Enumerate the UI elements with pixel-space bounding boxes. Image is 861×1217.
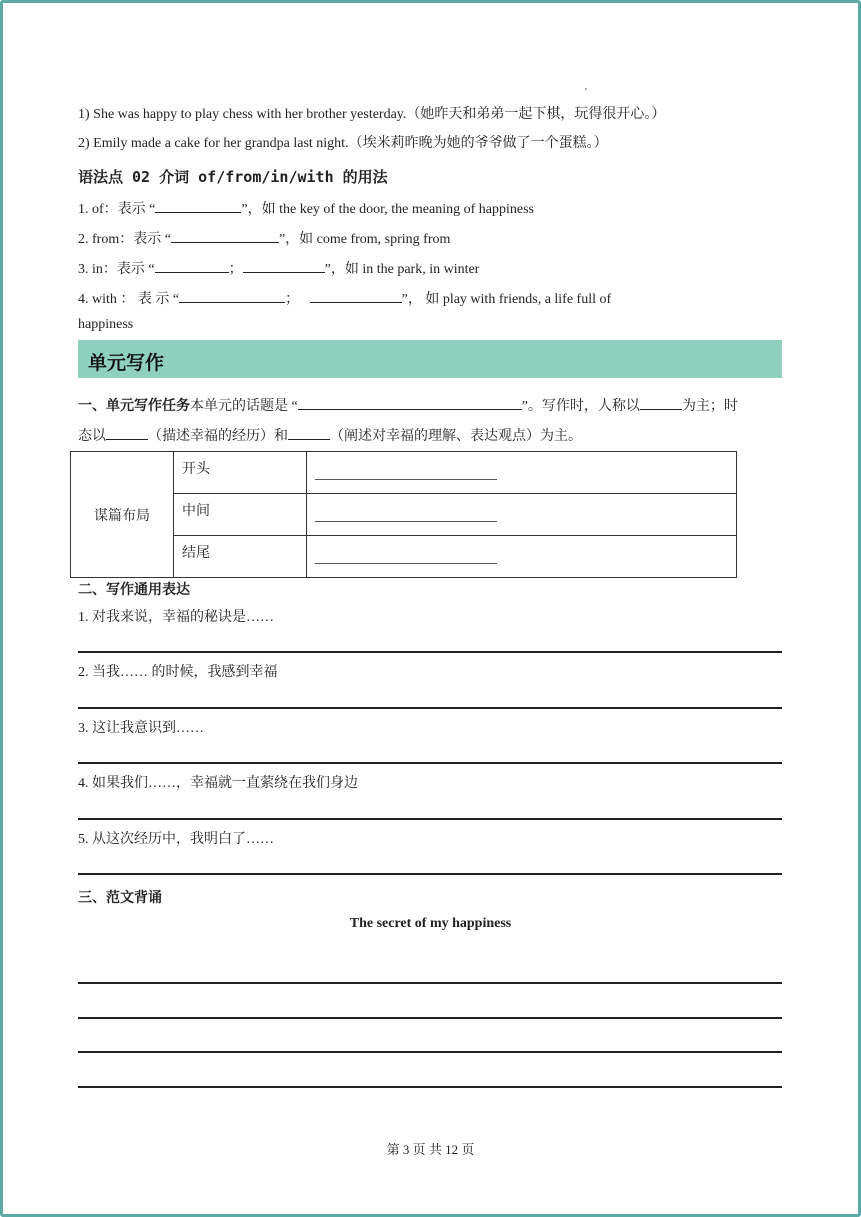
page-footer: 第 3 页 共 12 页 bbox=[386, 1142, 475, 1157]
grammar-item-4-prefix: 4. with ： 表 示 “ bbox=[78, 292, 180, 307]
model-essay-title: 三、范文背诵 bbox=[78, 890, 162, 906]
writing-task-label: 一、单元写作任务 bbox=[78, 398, 190, 414]
grammar-item-4-suffix: ”， 如 play with friends, a life full of bbox=[401, 292, 612, 307]
example-sentence-1: 1) She was happy to play chess with her brother yesterday.（她昨天和弟弟一起下棋，玩得很开心。） bbox=[78, 107, 666, 122]
example-sentence-2: 2) Emily made a cake for her grandpa last night.（埃米莉昨晚为她的爷爷做了一个蛋糕。） bbox=[78, 136, 608, 151]
tense-blank-1[interactable] bbox=[106, 425, 148, 440]
plan-fill-start[interactable] bbox=[307, 452, 737, 494]
plan-fill-middle[interactable] bbox=[307, 494, 737, 536]
expression-3: 3. 这让我意识到…… bbox=[78, 721, 204, 736]
person-blank[interactable] bbox=[640, 395, 682, 410]
grammar-item-3-blank-a[interactable] bbox=[155, 258, 229, 273]
grammar-item-3-suffix: ”，如 in the park, in winter bbox=[324, 262, 480, 277]
writing-task-line2-c: （阐述对幸福的理解、表达观点）为主。 bbox=[330, 429, 582, 444]
expression-5-answer-line[interactable] bbox=[78, 873, 782, 875]
expression-4-answer-line[interactable] bbox=[78, 818, 782, 820]
grammar-item-1-prefix: 1. of：表示 “ bbox=[78, 202, 156, 217]
essay-line-4[interactable] bbox=[78, 1086, 782, 1088]
grammar-item-4-blank-a[interactable] bbox=[179, 288, 285, 303]
grammar-item-2 bbox=[78, 228, 450, 249]
expression-4: 4. 如果我们……，幸福就一直萦绕在我们身边 bbox=[78, 776, 358, 791]
plan-fill-end[interactable] bbox=[307, 536, 737, 578]
essay-line-2[interactable] bbox=[78, 1017, 782, 1019]
expression-5: 5. 从这次经历中，我明白了…… bbox=[78, 832, 274, 847]
writing-task-text-3: 为主；时 bbox=[681, 399, 738, 414]
plan-row-header: 谋篇布局 bbox=[71, 452, 174, 578]
writing-task-line2-a: 态以 bbox=[78, 429, 106, 444]
plan-label-middle: 中间 bbox=[174, 494, 307, 536]
layout-plan-table bbox=[70, 451, 737, 578]
expression-1-answer-line[interactable] bbox=[78, 651, 782, 653]
expressions-title: 二、写作通用表达 bbox=[78, 582, 190, 598]
grammar-item-2-suffix: ”，如 come from, spring from bbox=[278, 232, 451, 247]
grammar-item-1 bbox=[78, 198, 534, 219]
writing-task-line-1 bbox=[78, 395, 738, 416]
grammar-item-3-blank-b[interactable] bbox=[243, 258, 325, 273]
essay-heading: The secret of my happiness bbox=[349, 916, 512, 931]
writing-task-line2-b: （描述幸福的经历）和 bbox=[148, 429, 288, 444]
grammar-title: 语法点 02 介词 of/from/in/with 的用法 bbox=[78, 168, 388, 186]
plan-label-end: 结尾 bbox=[174, 536, 307, 578]
unit-writing-banner bbox=[78, 340, 782, 378]
grammar-item-3-prefix: 3. in：表示 “ bbox=[78, 262, 155, 277]
topic-blank[interactable] bbox=[298, 395, 522, 410]
grammar-item-4-mid: ； bbox=[285, 292, 300, 307]
tense-blank-2[interactable] bbox=[288, 425, 330, 440]
expression-2: 2. 当我…… 的时候，我感到幸福 bbox=[78, 665, 278, 680]
grammar-item-4-wrap: happiness bbox=[78, 317, 134, 332]
unit-writing-banner-title: 单元写作 bbox=[88, 352, 165, 374]
grammar-item-1-suffix: ”，如 the key of the door, the meaning of happiness bbox=[241, 202, 534, 217]
expression-2-answer-line[interactable] bbox=[78, 707, 782, 709]
expression-1: 1. 对我来说，幸福的秘诀是…… bbox=[78, 610, 274, 625]
grammar-item-2-prefix: 2. from：表示 “ bbox=[78, 232, 171, 247]
top-mark: ' bbox=[585, 87, 587, 98]
writing-task-text-2: ”。写作时，人称以 bbox=[521, 399, 640, 414]
grammar-item-3 bbox=[78, 258, 479, 279]
writing-task-line-2 bbox=[78, 425, 582, 446]
writing-task-text-1: 本单元的话题是 “ bbox=[190, 399, 298, 414]
grammar-item-2-blank[interactable] bbox=[171, 228, 279, 243]
grammar-item-3-mid: ； bbox=[228, 262, 243, 277]
grammar-item-1-blank[interactable] bbox=[155, 198, 241, 213]
expression-3-answer-line[interactable] bbox=[78, 762, 782, 764]
grammar-item-4-blank-b[interactable] bbox=[310, 288, 402, 303]
essay-line-3[interactable] bbox=[78, 1051, 782, 1053]
plan-label-start: 开头 bbox=[174, 452, 307, 494]
grammar-item-4 bbox=[78, 288, 611, 309]
essay-line-1[interactable] bbox=[78, 982, 782, 984]
